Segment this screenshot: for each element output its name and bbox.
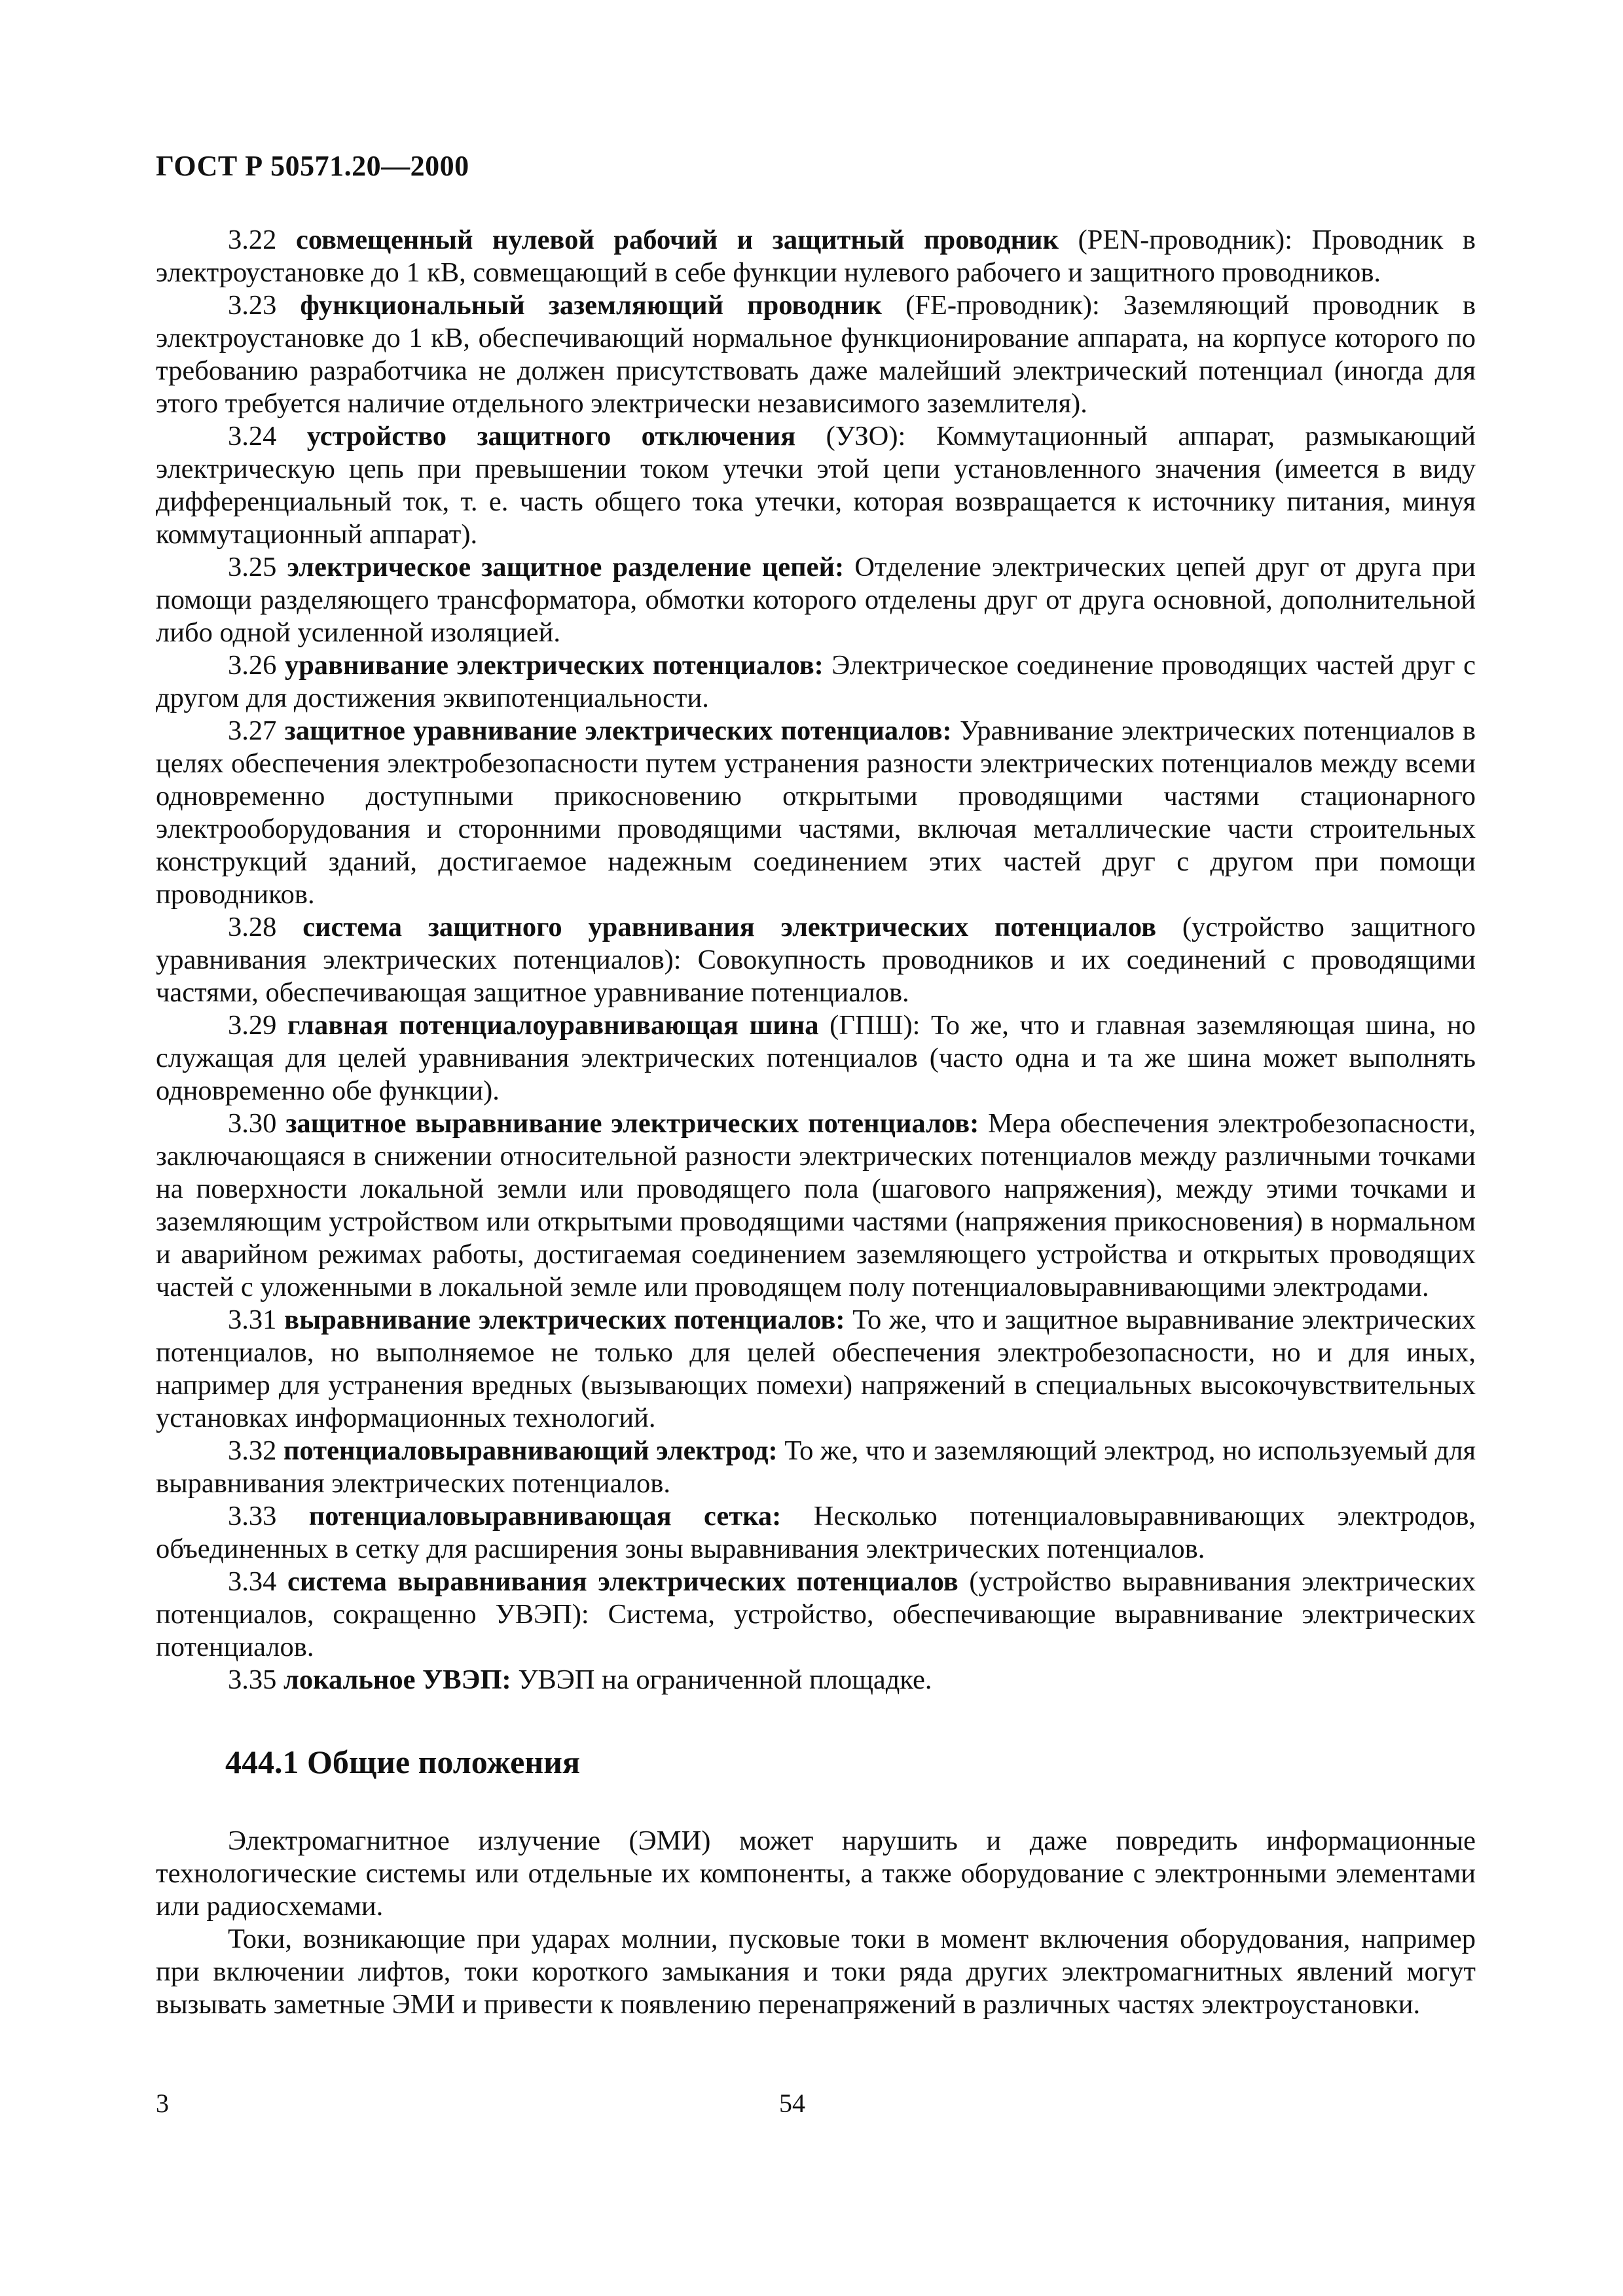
term-paragraph <box>156 1107 1476 1304</box>
term-paragraph <box>156 420 1476 551</box>
term-definition: (устройство защитного уравнивания электрических потенциалов): Совокупность проводников и их соединений с проводящими частями, обеспечивающая защитное уравнивание потенциалов. <box>156 912 1476 1008</box>
term-name: устройство защитного отключения <box>306 421 796 452</box>
term-definition: (PEN-проводник): Проводник в электроустановке до 1 кВ, совмещающий в себе функции нулевого рабочего и защитного проводников. <box>156 224 1476 288</box>
term-number: 3.33 <box>228 1501 277 1532</box>
term-number: 3.22 <box>228 224 277 255</box>
term-number: 3.31 <box>228 1304 277 1335</box>
term-number: 3.28 <box>228 912 277 942</box>
term-number: 3.24 <box>228 421 277 452</box>
term-paragraph <box>156 1500 1476 1566</box>
document-body <box>156 224 1476 2021</box>
footer-left-number: 3 <box>156 2089 169 2118</box>
term-definition: Электрическое соединение проводящих частей друг с другом для достижения эквипотенциальности. <box>156 650 1476 713</box>
term-definition: Уравнивание электрических потенциалов в целях обеспечения электробезопасности путем устранения разности электрических потенциалов между всеми одновременно доступными прикосновению открытыми проводящими частями стационарного электрооборудования и сторонними проводящими частями, включая металлические части строительных конструкций зданий, достигаемое надежным соединением этих частей друг с другом при помощи проводников. <box>156 715 1476 910</box>
standard-code-header: ГОСТ Р 50571.20—2000 <box>156 150 469 182</box>
term-definition: То же, что и заземляющий электрод, но используемый для выравнивания электрических потенциалов. <box>156 1435 1476 1499</box>
term-paragraph <box>156 1304 1476 1435</box>
term-definition: Отделение электрических цепей друг от друга при помощи разделяющего трансформатора, обмотки которого отделены друг от друга основной, дополнительной либо одной усиленной изоляцией. <box>156 552 1476 648</box>
term-number: 3.27 <box>228 715 277 746</box>
term-paragraph <box>156 1435 1476 1500</box>
term-paragraph <box>156 911 1476 1009</box>
term-name: уравнивание электрических потенциалов: <box>284 650 824 681</box>
term-paragraph <box>156 649 1476 715</box>
term-name: локальное УВЭП: <box>283 1664 511 1695</box>
term-name: потенциаловыравнивающий электрод: <box>283 1435 778 1466</box>
term-number: 3.34 <box>228 1566 277 1597</box>
term-paragraph <box>156 1566 1476 1664</box>
term-definition: Мера обеспечения электробезопасности, заключающаяся в снижении относительной разности электрических потенциалов между различными точками на поверхности локальной земли или проводящего пола (шагового напряжения), между этими точками и заземляющим устройством или открытыми проводящими частями (напряжения прикосновения) в нормальном и аварийном режимах работы, достигаемая соединением заземляющего устройства и открытых проводящих частей с уложенными в локальной земле или проводящем полу потенциаловыравнивающими электродами. <box>156 1108 1476 1302</box>
term-definition: (УЗО): Коммутационный аппарат, размыкающий электрическую цепь при превышении током утечки этой цепи установленного значения (имеется в виду дифференциальный ток, т. е. часть общего тока утечки, которая возвращается к источнику питания, минуя коммутационный аппарат). <box>156 421 1476 550</box>
term-number: 3.35 <box>228 1664 277 1695</box>
section-paragraph: Токи, возникающие при ударах молнии, пусковые токи в момент включения оборудования, например при включении лифтов, токи короткого замыкания и токи ряда других электромагнитных явлений могут вызывать заметные ЭМИ и привести к появлению перенапряжений в различных частях электроустановки. <box>156 1924 1476 2020</box>
term-definition: То же, что и защитное выравнивание электрических потенциалов, но выполняемое не только для целей обеспечения электробезопасности, но и для иных, например для устранения вредных (вызывающих помехи) напряжений в специальных высокочувствительных установках информационных технологий. <box>156 1304 1476 1433</box>
term-paragraph <box>156 1664 1476 1696</box>
page-number: 54 <box>779 2089 805 2118</box>
section-heading: 444.1 Общие положения <box>225 1744 581 1780</box>
term-name: система выравнивания электрических потенциалов <box>287 1566 958 1597</box>
term-number: 3.30 <box>228 1108 277 1139</box>
term-name: система защитного уравнивания электрических потенциалов <box>302 912 1157 942</box>
term-name: электрическое защитное разделение цепей: <box>287 552 845 583</box>
term-paragraph <box>156 289 1476 420</box>
term-paragraph <box>156 551 1476 649</box>
terms-list <box>156 224 1476 1696</box>
term-number: 3.25 <box>228 552 277 583</box>
term-number: 3.26 <box>228 650 277 681</box>
term-name: потенциаловыравнивающая сетка: <box>308 1501 782 1532</box>
term-paragraph <box>156 715 1476 911</box>
term-number: 3.32 <box>228 1435 277 1466</box>
section-paragraph: Электромагнитное излучение (ЭМИ) может нарушить и даже повредить информационные технологические системы или отдельные их компоненты, а также оборудование с электронными элементами или радиосхемами. <box>156 1825 1476 1922</box>
term-definition: Несколько потенциаловыравнивающих электродов, объединенных в сетку для расширения зоны выравнивания электрических потенциалов. <box>156 1501 1476 1564</box>
term-name: защитное уравнивание электрических потенциалов: <box>284 715 952 746</box>
term-paragraph <box>156 1009 1476 1107</box>
term-definition: (устройство выравнивания электрических потенциалов, сокращенно УВЭП): Система, устройство, обеспечивающие выравнивание электрических потенциалов. <box>156 1566 1476 1662</box>
term-name: выравнивание электрических потенциалов: <box>284 1304 845 1335</box>
term-name: защитное выравнивание электрических потенциалов: <box>285 1108 979 1139</box>
term-name: совмещенный нулевой рабочий и защитный проводник <box>295 224 1059 255</box>
term-definition: УВЭП на ограниченной площадке. <box>511 1664 932 1695</box>
term-number: 3.29 <box>228 1010 277 1041</box>
term-paragraph <box>156 224 1476 289</box>
term-number: 3.23 <box>228 290 277 321</box>
term-definition: (ГПШ): То же, что и главная заземляющая шина, но служащая для целей уравнивания электрических потенциалов (часто одна и та же шина может выполнять одновременно обе функции). <box>156 1010 1476 1106</box>
term-name: главная потенциалоуравнивающая шина <box>287 1010 819 1041</box>
term-name: функциональный заземляющий проводник <box>300 290 883 321</box>
term-definition: (FE-проводник): Заземляющий проводник в электроустановке до 1 кВ, обеспечивающий нормальное функционирование аппарата, на корпусе которого по требованию разработчика не должен присутствовать даже малейший электрический потенциал (иногда для этого требуется наличие отдельного электрически независимого заземлителя). <box>156 290 1476 419</box>
